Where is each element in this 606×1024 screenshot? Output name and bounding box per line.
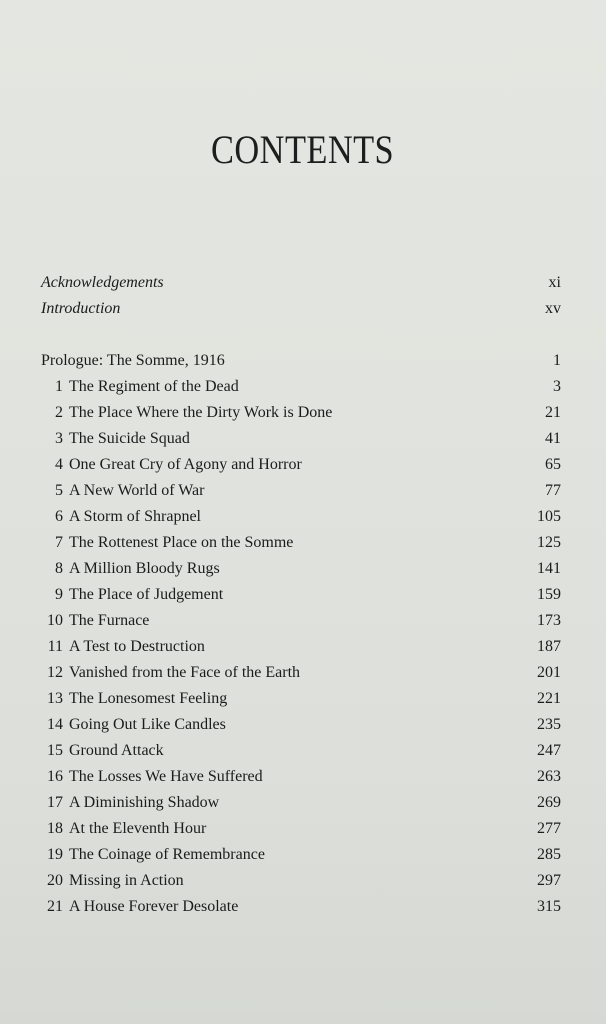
toc-entry-page: 277 xyxy=(537,820,561,837)
toc-entry-chapter-8[interactable] xyxy=(41,556,561,582)
toc-entry-label: The Losses We Have Suffered xyxy=(69,768,263,785)
toc-entry-label: A Test to Destruction xyxy=(69,638,205,655)
toc-entry-label: The Suicide Squad xyxy=(69,430,190,447)
toc-entry-number: 12 xyxy=(47,664,63,681)
toc-entry-chapter-2[interactable] xyxy=(41,400,561,426)
toc-entry-page: 141 xyxy=(537,560,561,577)
toc-entry-page: 3 xyxy=(553,378,561,395)
toc-entry-number: 2 xyxy=(55,404,63,421)
toc-entry-page: 221 xyxy=(537,690,561,707)
toc-entry-chapter-7[interactable] xyxy=(41,530,561,556)
toc-entry-number: 8 xyxy=(55,560,63,577)
toc-entry-number: 13 xyxy=(47,690,63,707)
toc-entry-page: 173 xyxy=(537,612,561,629)
toc-entry-number: 7 xyxy=(55,534,63,551)
toc-entry-chapter-19[interactable] xyxy=(41,842,561,868)
toc-entry-prologue[interactable] xyxy=(41,348,561,374)
toc-entry-chapter-11[interactable] xyxy=(41,634,561,660)
toc-entry-chapter-1[interactable] xyxy=(41,374,561,400)
toc-entry-number: 9 xyxy=(55,586,63,603)
front-matter-list xyxy=(41,270,561,322)
toc-entry-chapter-9[interactable] xyxy=(41,582,561,608)
toc-entry-label: Prologue: The Somme, 1916 xyxy=(41,352,225,369)
toc-entry-chapter-3[interactable] xyxy=(41,426,561,452)
toc-entry-page: 285 xyxy=(537,846,561,863)
toc-entry-number: 21 xyxy=(47,898,63,915)
toc-entry-number: 20 xyxy=(47,872,63,889)
toc-entry-number: 16 xyxy=(47,768,63,785)
toc-entry-page: 187 xyxy=(537,638,561,655)
toc-entry-label: The Place Where the Dirty Work is Done xyxy=(69,404,333,421)
toc-entry-chapter-5[interactable] xyxy=(41,478,561,504)
toc-entry-number: 18 xyxy=(47,820,63,837)
toc-entry-chapter-16[interactable] xyxy=(41,764,561,790)
toc-entry-chapter-12[interactable] xyxy=(41,660,561,686)
toc-entry-chapter-20[interactable] xyxy=(41,868,561,894)
toc-entry-label: The Regiment of the Dead xyxy=(69,378,239,395)
toc-entry-label: A House Forever Desolate xyxy=(69,898,239,915)
toc-entry-label: A Diminishing Shadow xyxy=(69,794,220,811)
toc-entry-page: 235 xyxy=(537,716,561,733)
toc-entry-page: 247 xyxy=(537,742,561,759)
toc-entry-number: 10 xyxy=(47,612,63,629)
toc-entry-page: 315 xyxy=(537,898,561,915)
toc-entry-chapter-17[interactable] xyxy=(41,790,561,816)
toc-entry-label: Vanished from the Face of the Earth xyxy=(69,664,301,681)
toc-entry-chapter-15[interactable] xyxy=(41,738,561,764)
toc-entry-page: 1 xyxy=(553,352,561,369)
toc-entry-page: 77 xyxy=(545,482,561,499)
toc-entry-chapter-10[interactable] xyxy=(41,608,561,634)
toc-entry-chapter-4[interactable] xyxy=(41,452,561,478)
toc-entry-label: Introduction xyxy=(41,300,121,317)
toc-entry-label: A New World of War xyxy=(69,482,205,499)
toc-entry-page: 297 xyxy=(537,872,561,889)
toc-entry-label: The Place of Judgement xyxy=(69,586,224,603)
toc-entry-chapter-18[interactable] xyxy=(41,816,561,842)
toc-entry-page: 269 xyxy=(537,794,561,811)
toc-entry-number: 11 xyxy=(47,638,63,655)
toc-entry-chapter-21[interactable] xyxy=(41,894,561,920)
toc-entry-page: 125 xyxy=(537,534,561,551)
toc-entry-label: One Great Cry of Agony and Horror xyxy=(69,456,302,473)
toc-entry-number: 17 xyxy=(47,794,63,811)
toc-entry-label: A Million Bloody Rugs xyxy=(69,560,220,577)
toc-entry-page: xi xyxy=(548,274,561,291)
toc-entry-page: 41 xyxy=(545,430,561,447)
toc-entry-number: 3 xyxy=(55,430,63,447)
chapter-list xyxy=(41,348,561,920)
page-title: CONTENTS xyxy=(211,127,395,172)
toc-entry-page: 201 xyxy=(537,664,561,681)
toc-entry-number: 15 xyxy=(47,742,63,759)
toc-entry-number: 1 xyxy=(55,378,63,395)
toc-entry-label: Ground Attack xyxy=(69,742,164,759)
toc-entry-label: The Furnace xyxy=(69,612,150,629)
toc-entry-number: 6 xyxy=(55,508,63,525)
toc-entry-label: The Coinage of Remembrance xyxy=(69,846,265,863)
toc-entry-number: 14 xyxy=(47,716,63,733)
toc-entry-label: Missing in Action xyxy=(69,872,184,889)
toc-entry-page: 263 xyxy=(537,768,561,785)
toc-entry-page: 159 xyxy=(537,586,561,603)
toc-entry-chapter-14[interactable] xyxy=(41,712,561,738)
toc-entry-chapter-6[interactable] xyxy=(41,504,561,530)
toc-entry-number: 4 xyxy=(55,456,63,473)
toc-entry-number: 5 xyxy=(55,482,63,499)
toc-entry-label: At the Eleventh Hour xyxy=(69,820,207,837)
toc-entry-label: Going Out Like Candles xyxy=(69,716,226,733)
toc-entry-page: 105 xyxy=(537,508,561,525)
toc-entry-number: 19 xyxy=(47,846,63,863)
toc-entry-label: A Storm of Shrapnel xyxy=(69,508,201,525)
toc-entry-label: The Rottenest Place on the Somme xyxy=(69,534,294,551)
toc-entry-page: 65 xyxy=(545,456,561,473)
toc-entry-label: The Lonesomest Feeling xyxy=(69,690,228,707)
toc-entry-chapter-13[interactable] xyxy=(41,686,561,712)
toc-entry-acknowledgements[interactable] xyxy=(41,270,561,296)
toc-entry-page: 21 xyxy=(545,404,561,421)
toc-entry-introduction[interactable] xyxy=(41,296,561,322)
toc-entry-page: xv xyxy=(545,300,561,317)
toc-entry-label: Acknowledgements xyxy=(41,274,164,291)
